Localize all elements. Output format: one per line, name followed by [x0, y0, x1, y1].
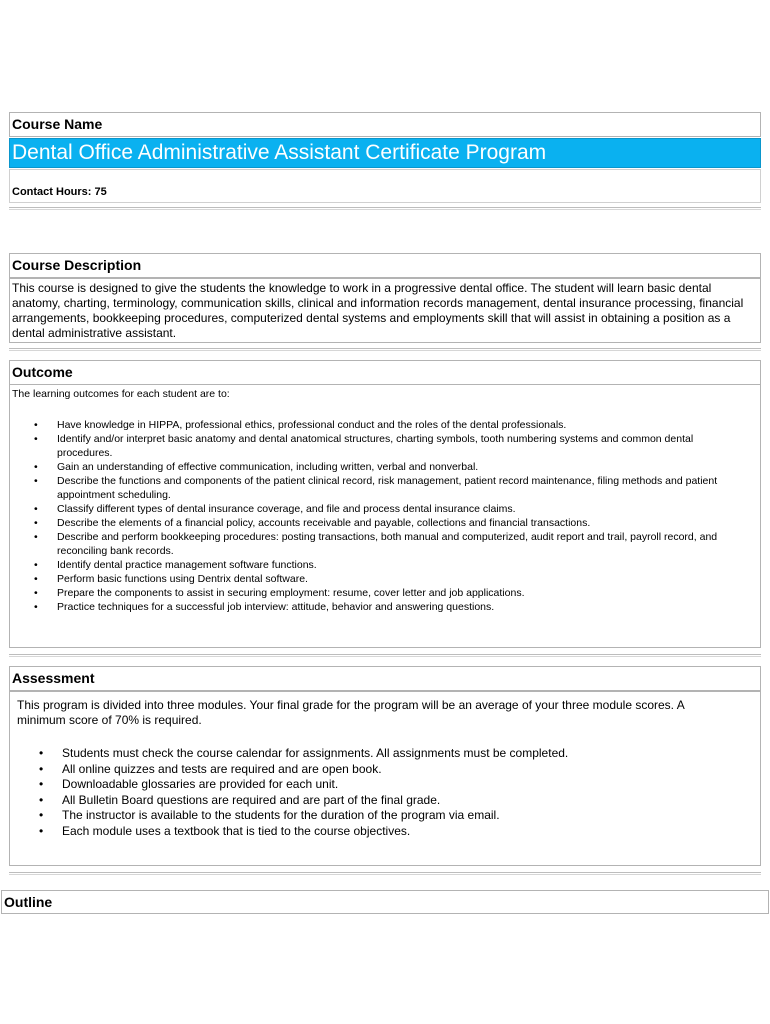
- assessment-heading: Assessment: [12, 670, 95, 686]
- list-item: • Describe the functions and components of the patient clinical record, risk management, patient record maintenance, filing methods and patient appointment scheduling.: [10, 474, 760, 502]
- list-item: • All Bulletin Board questions are required and are part of the final grade.: [10, 793, 760, 809]
- section-divider: [9, 348, 761, 351]
- outcome-intro: The learning outcomes for each student are to:: [12, 388, 230, 400]
- description-header: [9, 253, 761, 278]
- section-divider: [9, 654, 761, 657]
- list-item: • Classify different types of dental insurance coverage, and file and process dental insurance claims.: [10, 502, 760, 516]
- section-divider: [9, 872, 761, 875]
- list-item: • The instructor is available to the students for the duration of the program via email.: [10, 808, 760, 824]
- list-item: • Gain an understanding of effective communication, including written, verbal and nonverbal.: [10, 460, 760, 474]
- outline-header: [1, 890, 769, 914]
- course-name-header: [9, 112, 761, 137]
- list-item: • Have knowledge in HIPPA, professional ethics, professional conduct and the roles of the dental professionals.: [10, 418, 760, 432]
- description-heading: Course Description: [12, 257, 142, 273]
- course-title: Dental Office Administrative Assistant Certificate Program: [12, 141, 547, 164]
- outcome-header: [9, 360, 761, 385]
- list-item: • Each module uses a textbook that is tied to the course objectives.: [10, 824, 760, 840]
- list-item: • Downloadable glossaries are provided for each unit.: [10, 777, 760, 793]
- list-item: • Students must check the course calendar for assignments. All assignments must be completed.: [10, 746, 760, 762]
- outcome-body: [9, 384, 761, 648]
- assessment-list: [10, 746, 760, 840]
- outcome-list: [10, 418, 760, 614]
- assessment-intro: This program is divided into three modules. Your final grade for the program will be an average of your three module scores. A minimum score of 70% is required.: [17, 698, 685, 727]
- contact-hours: Contact Hours: 75: [12, 186, 107, 198]
- description-body: [9, 278, 761, 343]
- description-text: This course is designed to give the students the knowledge to work in a progressive dental office. The student will learn basic dental anatomy, charting, terminology, communication skills, clinical and information records management, dental insurance processing, financial arrangements, bookkeeping procedures, computerized dental systems and employments skill that will assist in obtaining a position as a dental administrative assistant.: [12, 281, 744, 340]
- list-item: • Identify dental practice management software functions.: [10, 558, 760, 572]
- assessment-header: [9, 666, 761, 691]
- list-item: • Identify and/or interpret basic anatomy and dental anatomical structures, charting symbols, tooth numbering systems and common dental procedures.: [10, 432, 760, 460]
- list-item: • Perform basic functions using Dentrix dental software.: [10, 572, 760, 586]
- list-item: • Practice techniques for a successful job interview: attitude, behavior and answering questions.: [10, 600, 760, 614]
- list-item: • All online quizzes and tests are required and are open book.: [10, 762, 760, 778]
- list-item: • Describe and perform bookkeeping procedures: posting transactions, both manual and computerized, audit report and trail, payroll record, and reconciling bank records.: [10, 530, 760, 558]
- assessment-body: [9, 691, 761, 866]
- contact-hours-row: [9, 169, 761, 203]
- outcome-heading: Outcome: [12, 364, 73, 380]
- section-divider: [9, 207, 761, 210]
- list-item: • Describe the elements of a financial policy, accounts receivable and payable, collections and financial transactions.: [10, 516, 760, 530]
- course-title-bar: [9, 138, 761, 168]
- outline-heading: Outline: [4, 894, 53, 910]
- course-name-label: Course Name: [12, 116, 103, 132]
- list-item: • Prepare the components to assist in securing employment: resume, cover letter and job applications.: [10, 586, 760, 600]
